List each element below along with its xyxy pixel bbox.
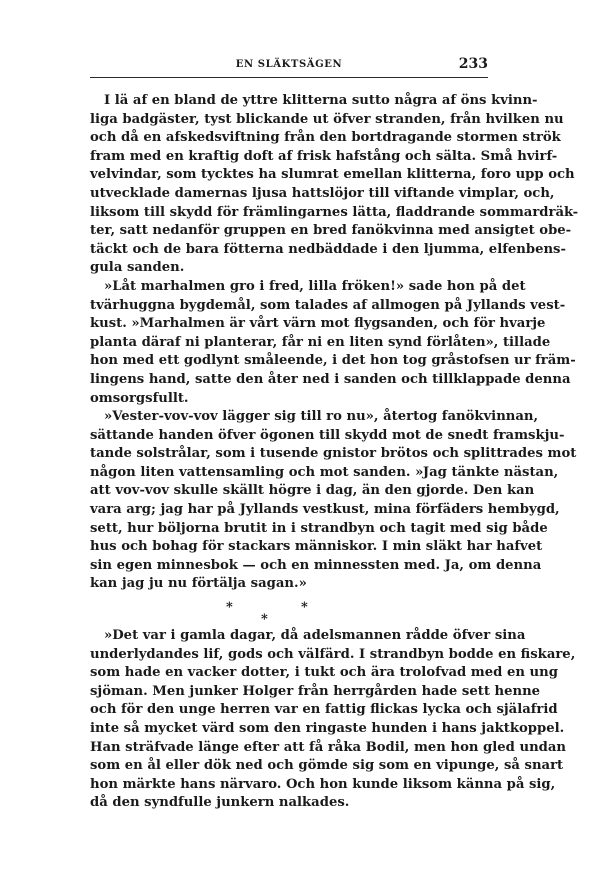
- text-line: omsorgsfullt.: [90, 390, 189, 406]
- text-line: sättande handen öfver ögonen till skydd mot de snedt framskju-: [90, 427, 565, 443]
- section-divider: [0, 601, 600, 625]
- text-line: kust. »Marhalmen är vårt värn mot flygsanden, och för hvarje: [90, 316, 546, 332]
- running-title: EN SLÄKTSÄGEN: [235, 59, 343, 70]
- asterism-star: *: [226, 600, 233, 615]
- text-line: vara arg; jag har på Jyllands vestkust, mina förfäders hembygd,: [90, 502, 560, 518]
- text-line: underlydandes lif, gods och välfärd. I strandbyn bodde en fiskare,: [90, 646, 576, 662]
- text-line: hon med ett godlynt småleende, i det hon tog gråstofsen ur främ-: [90, 353, 576, 369]
- asterism-star: *: [261, 612, 268, 627]
- text-line: liksom till skydd för främlingarnes lätta, fladdrande sommardräk-: [90, 204, 579, 220]
- text-line: hon märkte hans närvaro. Och hon kunde liksom känna på sig,: [90, 776, 556, 792]
- text-line: och för den unge herren var en fattig flickas lycka och själafrid: [90, 702, 558, 718]
- text-line: liga badgäster, tyst blickande ut öfver stranden, från hvilken nu: [90, 111, 564, 127]
- text-line: någon liten vattensamling och mot sanden. »Jag tänkte nästan,: [90, 464, 559, 480]
- text-line: »Det var i gamla dagar, då adelsmannen rådde öfver sina: [104, 628, 526, 643]
- text-line: sin egen minnesbok — och en minnessten med. Ja, om denna: [90, 557, 542, 573]
- header-rule: [90, 77, 488, 78]
- text-line: lingens hand, satte den åter ned i sanden och tillklappade denna: [90, 371, 571, 387]
- text-line: då den syndfulle junkern nalkades.: [90, 795, 350, 811]
- text-line: och då en afskedsviftning från den bortdragande stormen strök: [90, 130, 561, 146]
- running-header: [90, 56, 488, 76]
- text-line: tvärhuggna bygdemål, som talades af allmogen på Jyllands vest-: [90, 297, 566, 313]
- asterism-star: *: [301, 600, 308, 615]
- text-line: »Vester-vov-vov lägger sig till ro nu», återtog fanökvinnan,: [104, 409, 539, 425]
- page-number: 233: [458, 56, 488, 72]
- text-line: fram med en kraftig doft af frisk hafstång och sälta. Små hvirf-: [90, 148, 558, 164]
- text-line: sett, hur böljorna brutit in i strandbyn och tagit med sig både: [90, 520, 548, 536]
- text-line: Han sträfvade länge efter att få råka Bodil, men hon gled undan: [90, 739, 567, 755]
- text-line: hus och bohag för stackars människor. I min släkt har hafvet: [90, 539, 543, 555]
- text-line: ter, satt nedanför gruppen en bred fanökvinna med ansigtet obe-: [90, 223, 572, 239]
- text-line: som hade en vacker dotter, i tukt och ära trolofvad med en ung: [90, 665, 558, 681]
- text-line: kan jag ju nu förtälja sagan.»: [90, 576, 307, 592]
- text-line: tande solstrålar, som i tusende gnistor brötos och splittrades mot: [90, 446, 577, 462]
- text-line: täckt och de bara fötterna nedbäddade i den ljumma, elfenbens-: [90, 241, 566, 257]
- text-line: gula sanden.: [90, 260, 185, 276]
- text-line: som en ål eller dök ned och gömde sig som en vipunge, så snart: [90, 758, 564, 774]
- text-line: sjöman. Men junker Holger från herrgården hade sett henne: [90, 683, 541, 699]
- text-line: »Låt marhalmen gro i fred, lilla fröken!» sade hon på det: [104, 278, 526, 294]
- text-line: utvecklade damernas ljusa hattslöjor till viftande vimplar, och,: [90, 185, 555, 201]
- text-line: inte så mycket värd som den ringaste hunden i hans jaktkoppel.: [90, 720, 565, 736]
- text-line: I lä af en bland de yttre klitterna sutto några af öns kvinn-: [104, 93, 538, 108]
- section-1-text: [90, 92, 579, 594]
- text-line: att vov-vov skulle skällt högre i dag, än den gjorde. Den kan: [90, 483, 535, 499]
- section-2-text: [90, 627, 576, 813]
- text-line: planta däraf ni planterar, får ni en liten synd förlåten», tillade: [90, 334, 551, 350]
- text-line: velvindar, som tycktes ha slumrat emellan klitterna, foro upp och: [90, 167, 575, 183]
